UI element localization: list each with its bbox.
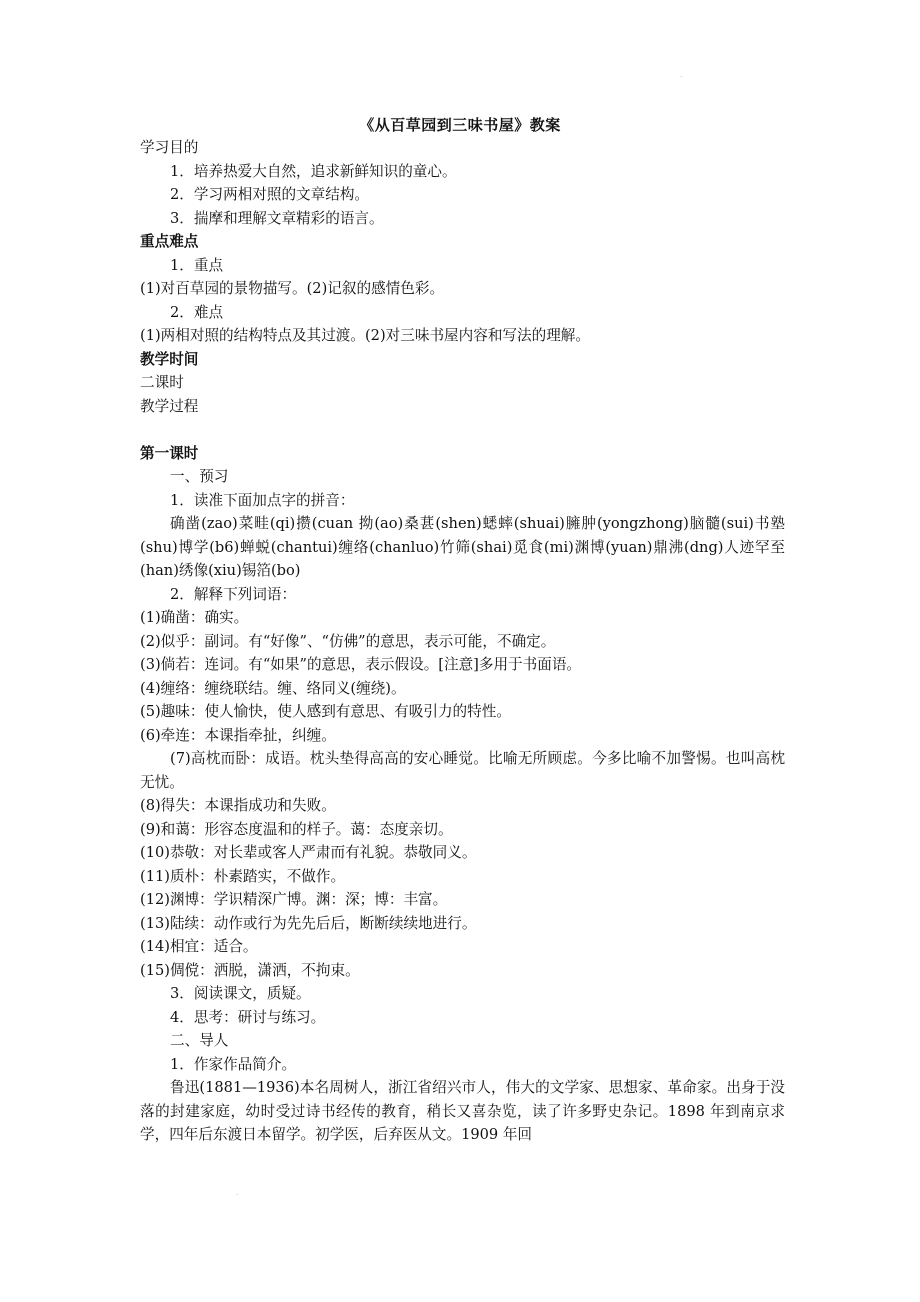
vocab-item-8: (8)得失：本课指成功和失败。 (140, 797, 336, 814)
section-heading-teaching-time: 教学时间 (140, 350, 199, 368)
section-heading-objectives: 学习目的 (140, 139, 199, 156)
blank-line (140, 418, 785, 442)
section-heading-process: 教学过程 (140, 397, 199, 415)
thinking-task: 4．思考：研讨与练习。 (170, 1008, 326, 1026)
vocab-item-12: (12)渊博：学识精深广博。渊：深；博：丰富。 (140, 891, 448, 908)
reading-task: 3．阅读课文，质疑。 (170, 985, 311, 1002)
pinyin-instruction: 1．读准下面加点字的拼音： (170, 491, 355, 509)
top-dot-mark: . (680, 70, 683, 79)
document-title: 《从百草园到三味书屋》教案 (359, 116, 561, 134)
key-point-detail: (1)对百草园的景物描写。(2)记叙的感情色彩。 (140, 280, 445, 297)
preview-heading: 一、预习 (170, 468, 229, 485)
vocab-item-4: (4)缠络：缠绕联结。缠、络同义(缠绕)。 (140, 679, 406, 697)
vocab-item-6: (6)牵连：本课指牵扯，纠缠。 (140, 726, 336, 744)
bottom-dot-mark: . (236, 1188, 239, 1197)
difficulty-detail: (1)两相对照的结构特点及其过渡。(2)对三味书屋内容和写法的理解。 (140, 327, 590, 344)
key-point-label: 1．重点 (170, 256, 224, 274)
lesson-one-heading: 第一课时 (140, 444, 199, 462)
vocab-item-7: (7)高枕而卧：成语。枕头垫得高高的安心睡觉。比喻无所顾虑。今多比喻不加警惕。也叫高枕无忧。 (140, 750, 785, 791)
vocab-item-5: (5)趣味：使人愉快，使人感到有意思、有吸引力的特性。 (140, 703, 511, 720)
vocab-item-10: (10)恭敬：对长辈或客人严肃而有礼貌。恭敬同义。 (140, 844, 477, 861)
vocab-item-14: (14)相宜：适合。 (140, 938, 258, 955)
objective-1: 1．培养热爱大自然，追求新鲜知识的童心。 (170, 162, 457, 180)
document-body (140, 136, 785, 1147)
vocab-item-13: (13)陆续：动作或行为先先后后，断断续续地进行。 (140, 914, 477, 932)
vocab-item-1: (1)确凿：确实。 (140, 609, 249, 626)
author-biography: 鲁迅(1881—1936)本名周树人，浙江省绍兴市人，伟大的文学家、思想家、革命家。出身于没落的封建家庭，幼时受过诗书经传的教育，稍长又喜杂览，读了许多野史杂记。1898 年到南京求学，四年后东渡日本留学。初学医，后弃医从文。1909 年回 (140, 1079, 785, 1143)
objective-3: 3．揣摩和理解文章精彩的语言。 (170, 209, 384, 227)
author-intro-label: 1．作家作品简介。 (170, 1055, 297, 1073)
vocab-item-9: (9)和蔼：形容态度温和的样子。蔼：态度亲切。 (140, 820, 453, 838)
vocab-item-15: (15)倜傥：洒脱，潇洒，不拘束。 (140, 961, 360, 979)
vocab-item-2: (2)似乎：副词。有“好像”、“仿佛”的意思，表示可能，不确定。 (140, 632, 556, 650)
section-heading-key-points: 重点难点 (140, 233, 199, 250)
difficulty-label: 2．难点 (170, 303, 224, 321)
vocab-item-3: (3)倘若：连词。有“如果”的意思，表示假设。[注意]多用于书面语。 (140, 656, 582, 673)
teaching-time-value: 二课时 (140, 374, 184, 391)
vocab-item-11: (11)质朴：朴素踏实，不做作。 (140, 867, 346, 885)
introduction-heading: 二、导人 (170, 1032, 229, 1049)
objective-2: 2．学习两相对照的文章结构。 (170, 186, 370, 203)
vocab-instruction: 2．解释下列词语： (170, 585, 297, 603)
pinyin-list: 确凿(zao)菜畦(qi)攒(cuan 拗(ao)桑葚(shen)蟋蟀(shuai)臃肿(yongzhong)脑髓(sui)书塾(shu)博学(b6)蝉蜕(chantui)缠络(chanluo)竹筛(shai)觅食(mi)渊博(yuan)鼎沸(dng)人迹罕至(han)绣像(xiu)锡箔(bo) (140, 515, 785, 579)
